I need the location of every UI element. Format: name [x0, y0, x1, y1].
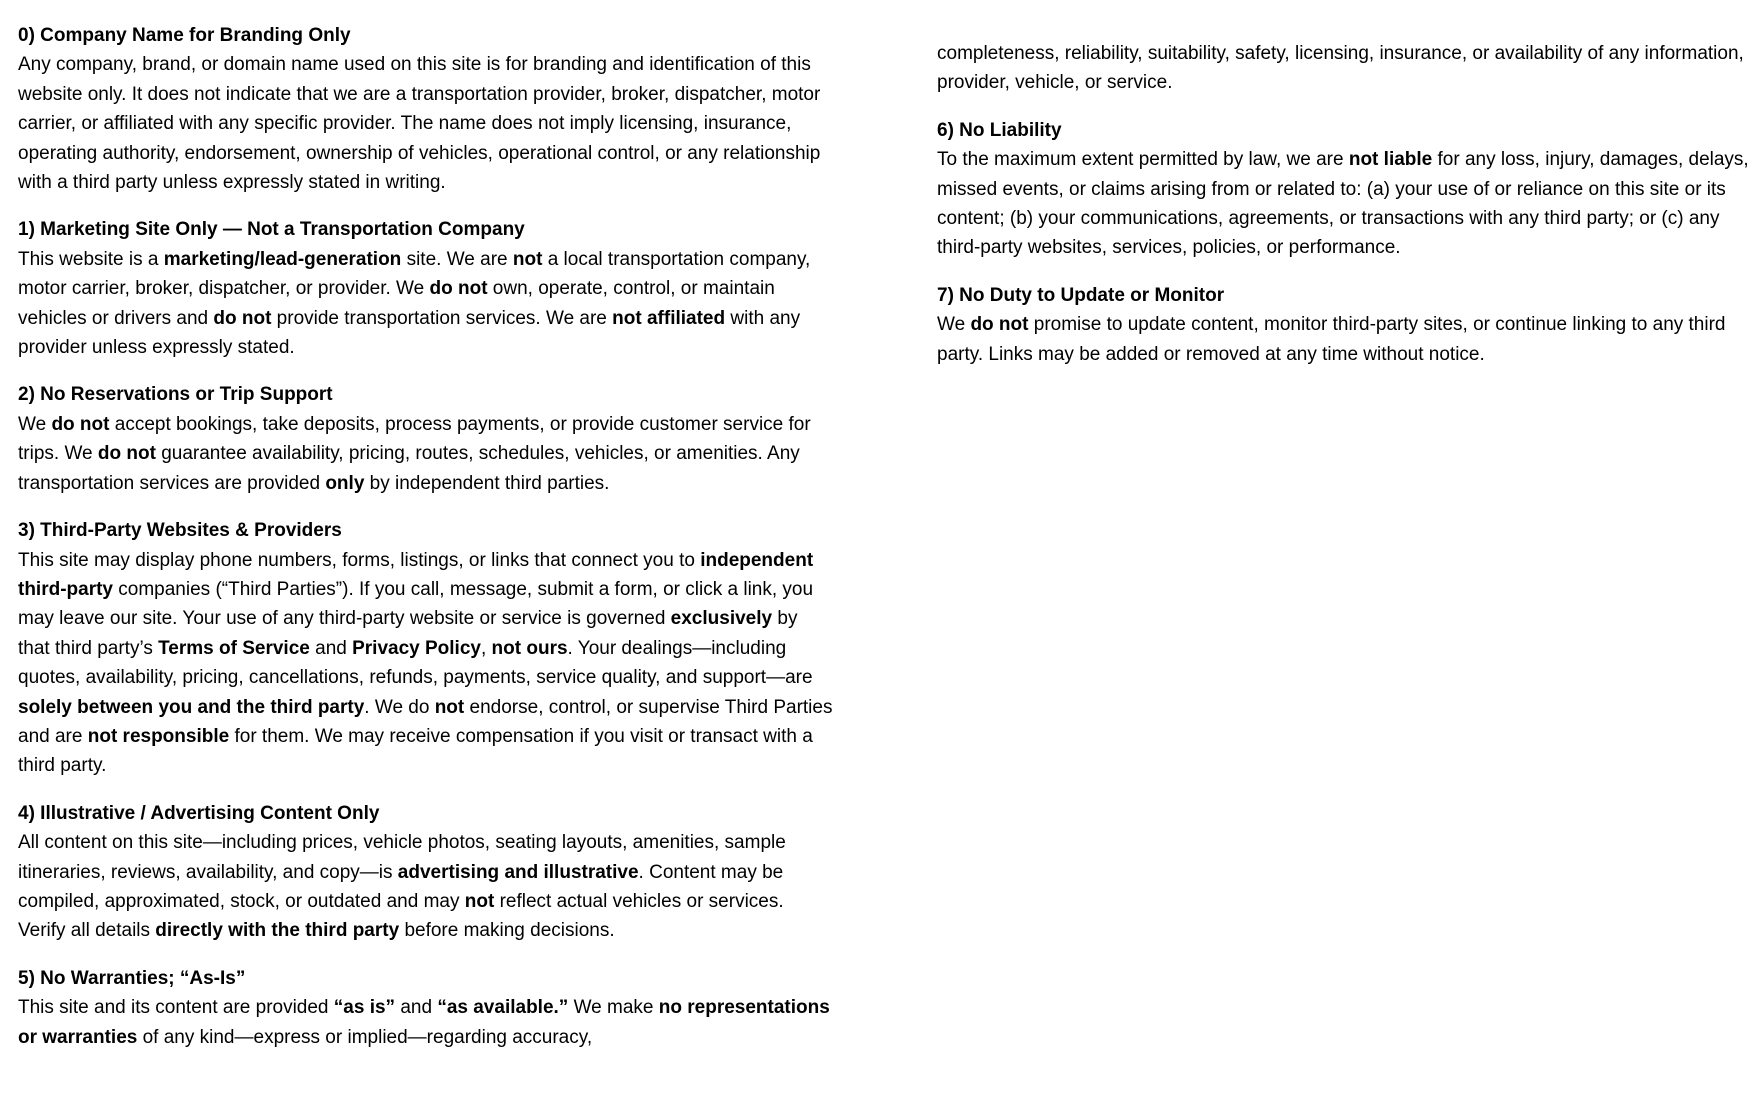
text-segment: To the maximum extent permitted by law, we are: [937, 149, 1349, 171]
section-heading: 1) Marketing Site Only — Not a Transportation Company: [18, 219, 525, 241]
section-heading: 0) Company Name for Branding Only: [18, 25, 351, 46]
text-segment-bold: not: [434, 696, 465, 718]
text-segment-bold: marketing/lead-generation: [163, 248, 402, 270]
text-segment: This site may display phone numbers, forms, listings, or links that connect you to: [18, 549, 701, 571]
text-segment: All content on this site—including prices, vehicle photos, seating layouts, amenities, sample itineraries, reviews, availability, and copy—is: [18, 832, 786, 883]
text-segment-bold: advertising and illustrative: [397, 861, 639, 883]
section-5-no-warranties-continued: [937, 39, 1752, 98]
section-heading: 3) Third-Party Websites & Providers: [18, 520, 342, 542]
text-segment: site. We are: [401, 248, 513, 270]
text-segment-bold: not: [512, 248, 543, 270]
section-heading: 7) No Duty to Update or Monitor: [937, 284, 1225, 306]
text-segment: promise to update content, monitor third-party sites, or continue linking to any third party. Links may be added or removed at any time without notice.: [937, 314, 1726, 365]
text-segment: for them. We may receive compensation if you visit or transact with a third party.: [18, 725, 813, 777]
section-6-no-liability: [937, 116, 1752, 263]
text-segment-bold: Terms of Service: [158, 637, 310, 659]
text-segment: guarantee availability, pricing, routes, schedules, vehicles, or amenities. Any transportation services are provided: [18, 443, 800, 494]
section-3-third-party-websites: [18, 516, 833, 781]
section-heading: 4) Illustrative / Advertising Content Only: [18, 802, 380, 824]
section-heading: 6) No Liability: [937, 119, 1062, 141]
disclaimer-left-column: [18, 0, 833, 1070]
text-segment-bold: do not: [51, 413, 110, 435]
text-segment-bold: not liable: [1348, 149, 1433, 171]
text-segment-bold: do not: [970, 314, 1029, 336]
text-segment-bold: not ours: [491, 637, 568, 659]
text-segment: and: [395, 997, 438, 1019]
text-segment-bold: not responsible: [87, 725, 230, 747]
section-2-no-reservations: [18, 380, 833, 498]
text-segment-bold: Privacy Policy: [352, 637, 481, 659]
text-segment-bold: exclusively: [670, 608, 773, 630]
text-segment: provide transportation services. We are: [271, 307, 613, 329]
text-segment: . We do: [364, 696, 435, 718]
text-segment: by that third party’s: [18, 608, 798, 659]
section-4-illustrative-content: [18, 799, 833, 946]
text-segment: own, operate, control, or maintain vehicles or drivers and: [18, 278, 775, 329]
text-segment-bold: do not: [97, 443, 156, 465]
text-segment: Any company, brand, or domain name used on this site is for branding and identification of this website only. It does not indicate that we are a transportation provider, broker, dispatcher, motor carrier, or affiliated with any specific provider. The name does not imply licensing, insurance, operating authority, endorsement, ownership of vehicles, operational control, or any relationship with a third party unless expressly stated in writing.: [18, 54, 821, 194]
text-segment: companies (“Third Parties”). If you call, message, submit a form, or click a link, you may leave our site. Your use of any third-party website or service is governed: [18, 578, 814, 630]
text-segment: with any provider unless expressly stated.: [18, 307, 801, 359]
text-segment-bold: do not: [213, 307, 272, 329]
text-segment: accept bookings, take deposits, process payments, or provide customer service for trips. We: [18, 413, 811, 465]
text-segment-bold: directly with the third party: [155, 920, 400, 942]
text-segment: We make: [568, 997, 659, 1019]
disclaimer-right-column: [937, 0, 1752, 387]
text-segment-bold: not: [464, 890, 495, 912]
text-segment: before making decisions.: [399, 920, 615, 942]
section-0-company-name-branding: [18, 21, 833, 197]
text-segment: ,: [480, 637, 492, 659]
text-segment: by independent third parties.: [364, 472, 610, 494]
section-heading: 2) No Reservations or Trip Support: [18, 384, 333, 406]
text-segment: of any kind—express or implied—regarding accuracy,: [137, 1026, 593, 1048]
text-segment: We: [18, 413, 52, 435]
section-7-no-duty-to-update: [937, 281, 1752, 369]
text-segment-bold: “as is”: [333, 997, 396, 1019]
text-segment: endorse, control, or supervise Third Parties and are: [18, 696, 833, 747]
text-segment-bold: not affiliated: [612, 307, 726, 329]
text-segment-bold: solely between you and the third party: [18, 696, 365, 718]
text-segment: reflect actual vehicles or services. Verify all details: [18, 890, 784, 942]
text-segment: We: [937, 314, 971, 336]
text-segment: and: [309, 637, 353, 659]
text-segment-bold: do not: [429, 278, 488, 300]
text-segment-bold: “as available.”: [437, 997, 569, 1019]
text-segment: . Content may be compiled, approximated, stock, or outdated and may: [18, 861, 784, 912]
text-segment: for any loss, injury, damages, delays, missed events, or claims arising from or related to: (a) your use of or reliance on this site or its content; (b) your communications, agreements, or transactions with any third party; or (c) any third-party websites, services, policies, or performance.: [937, 149, 1749, 259]
section-heading: 5) No Warranties; “As-Is”: [18, 967, 246, 989]
text-segment: This website is a: [18, 248, 164, 270]
text-segment-bold: only: [325, 472, 365, 494]
text-segment: completeness, reliability, suitability, safety, licensing, insurance, or availability of any information, provider, vehicle, or service.: [937, 43, 1744, 94]
section-5-no-warranties: [18, 964, 833, 1052]
text-segment: a local transportation company, motor carrier, broker, dispatcher, or provider. We: [18, 248, 811, 300]
section-1-marketing-site-only: [18, 215, 833, 362]
text-segment: This site and its content are provided: [18, 997, 334, 1019]
text-segment: . Your dealings—including quotes, availability, pricing, cancellations, refunds, payments, service quality, and support—are: [18, 637, 813, 689]
text-segment-bold: independent third-party: [18, 549, 814, 600]
text-segment-bold: no representations or warranties: [18, 997, 830, 1048]
